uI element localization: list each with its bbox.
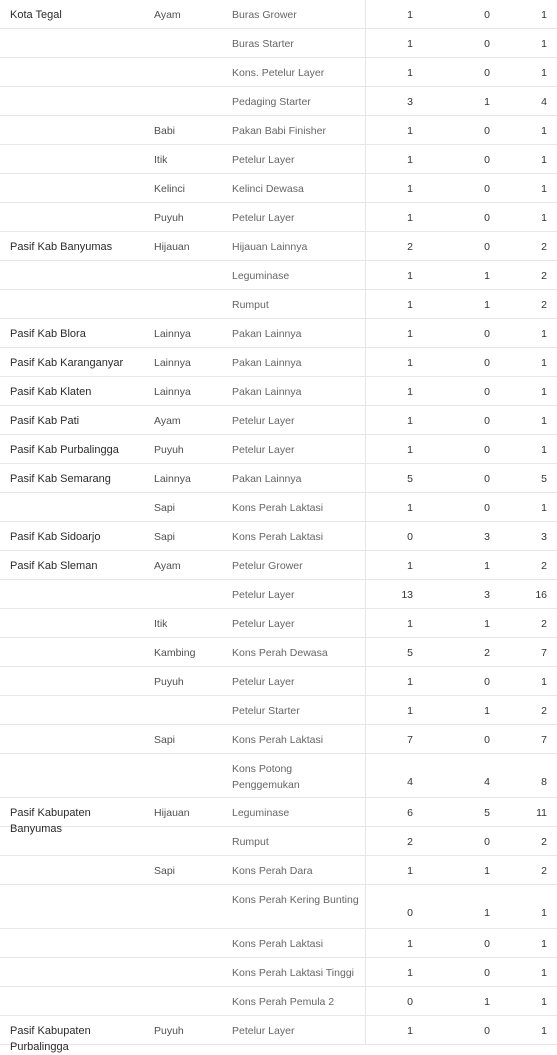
feed-cell: Petelur Starter	[226, 696, 366, 724]
count-cell: 1	[407, 356, 413, 369]
count-cell: 1	[407, 153, 413, 166]
feed-cell: Petelur Layer	[226, 203, 366, 231]
animal-cell: Ayam	[154, 9, 181, 21]
region-cell	[0, 58, 146, 65]
count-cell: 1	[407, 298, 413, 311]
total-cell: 3	[541, 530, 547, 543]
feed-cell: Kons Perah Kering Bunting	[226, 885, 366, 928]
total-cell: 1	[541, 124, 547, 137]
table-row	[0, 174, 557, 203]
animal-cell	[146, 885, 226, 892]
total-cell: 1	[541, 66, 547, 79]
table-row	[0, 145, 557, 174]
total-cell: 7	[541, 733, 547, 746]
count-cell: 0	[484, 443, 490, 456]
total-cell: 8	[541, 776, 547, 788]
count-cell: 1	[407, 66, 413, 79]
table-row	[0, 406, 557, 435]
feed-cell: Petelur Layer	[226, 145, 366, 173]
total-cell: 1	[541, 501, 547, 514]
count-cell: 1	[484, 95, 490, 108]
count-cell: 1	[407, 559, 413, 572]
count-cell: 2	[407, 240, 413, 253]
count-cell: 1	[407, 385, 413, 398]
total-cell: 5	[541, 472, 547, 485]
table-row	[0, 58, 557, 87]
count-cell: 1	[407, 269, 413, 282]
table-row	[0, 116, 557, 145]
table-row	[0, 348, 557, 377]
feed-cell: Pakan Lainnya	[226, 348, 366, 376]
count-cell: 1	[484, 907, 490, 919]
feed-cell: Petelur Layer	[226, 609, 366, 637]
feed-cell: Buras Grower	[226, 0, 366, 28]
total-cell: 7	[541, 646, 547, 659]
animal-cell: Babi	[154, 125, 176, 137]
feed-cell: Petelur Layer	[226, 1016, 366, 1044]
count-cell: 1	[407, 937, 413, 950]
table-row	[0, 929, 557, 958]
table-row	[0, 1016, 557, 1053]
region-cell	[0, 580, 146, 587]
animal-cell: Puyuh	[154, 1025, 184, 1037]
region-cell	[0, 667, 146, 674]
count-cell: 0	[484, 937, 490, 950]
count-cell: 0	[484, 385, 490, 398]
table-row	[0, 464, 557, 493]
region-cell: Pasif Kabupaten Banyumas	[10, 807, 91, 835]
feed-cell: Leguminase	[226, 798, 366, 826]
count-cell: 0	[484, 153, 490, 166]
feed-cell: Kons Perah Pemula 2	[226, 987, 366, 1015]
count-cell: 6	[407, 806, 413, 819]
count-cell: 0	[407, 995, 413, 1008]
region-cell	[0, 987, 146, 994]
count-cell: 1	[484, 617, 490, 630]
animal-cell	[146, 580, 226, 587]
total-cell: 11	[536, 806, 547, 819]
table-row	[0, 667, 557, 696]
total-cell: 1	[541, 356, 547, 369]
feed-cell: Kons. Petelur Layer	[226, 58, 366, 86]
total-cell: 1	[541, 995, 547, 1008]
count-cell: 3	[407, 95, 413, 108]
total-cell: 1	[541, 37, 547, 50]
table-row	[0, 609, 557, 638]
count-cell: 1	[407, 211, 413, 224]
region-cell	[0, 29, 146, 36]
animal-cell: Puyuh	[154, 212, 184, 224]
region-cell: Pasif Kab Pati	[10, 415, 80, 427]
animal-cell: Hijauan	[154, 807, 190, 819]
feed-cell: Kons Perah Laktasi	[226, 522, 366, 550]
total-cell: 1	[541, 385, 547, 398]
feed-cell: Kons Perah Dewasa	[226, 638, 366, 666]
feed-cell: Rumput	[226, 290, 366, 318]
animal-cell	[146, 958, 226, 965]
region-cell	[0, 696, 146, 703]
count-cell: 0	[484, 182, 490, 195]
region-cell	[0, 609, 146, 616]
count-cell: 1	[407, 37, 413, 50]
count-cell: 1	[484, 559, 490, 572]
animal-cell	[146, 87, 226, 94]
animal-cell	[146, 754, 226, 761]
region-cell	[0, 754, 146, 761]
total-cell: 1	[541, 414, 547, 427]
total-cell: 2	[541, 617, 547, 630]
feed-cell: Pakan Lainnya	[226, 377, 366, 405]
count-cell: 0	[484, 835, 490, 848]
region-cell	[0, 827, 146, 834]
total-cell: 1	[541, 443, 547, 456]
total-cell: 2	[541, 269, 547, 282]
feed-cell: Kons Perah Dara	[226, 856, 366, 884]
total-cell: 2	[541, 835, 547, 848]
count-cell: 2	[484, 646, 490, 659]
region-cell	[0, 203, 146, 210]
count-cell: 1	[407, 182, 413, 195]
count-cell: 1	[407, 864, 413, 877]
total-cell: 1	[541, 8, 547, 21]
feed-cell: Kons Perah Laktasi	[226, 725, 366, 753]
total-cell: 2	[541, 864, 547, 877]
animal-cell: Kelinci	[154, 183, 185, 195]
animal-cell: Itik	[154, 154, 168, 166]
animal-cell: Lainnya	[154, 357, 191, 369]
total-cell: 1	[541, 327, 547, 340]
animal-cell	[146, 987, 226, 994]
count-cell: 0	[484, 211, 490, 224]
count-cell: 4	[484, 776, 490, 788]
count-cell: 5	[484, 806, 490, 819]
table-row	[0, 493, 557, 522]
region-cell	[0, 958, 146, 965]
count-cell: 4	[407, 776, 413, 788]
count-cell: 0	[484, 966, 490, 979]
total-cell: 2	[541, 240, 547, 253]
feed-cell: Pakan Lainnya	[226, 464, 366, 492]
total-cell: 2	[541, 559, 547, 572]
table-row	[0, 319, 557, 348]
count-cell: 1	[407, 1024, 413, 1037]
feed-cell: Pedaging Starter	[226, 87, 366, 115]
count-cell: 1	[407, 327, 413, 340]
animal-cell: Hijauan	[154, 241, 190, 253]
table-row	[0, 856, 557, 885]
animal-cell: Itik	[154, 618, 168, 630]
animal-cell: Kambing	[154, 647, 196, 659]
feed-cell: Petelur Layer	[226, 580, 366, 608]
animal-cell	[146, 929, 226, 936]
feed-cell: Petelur Layer	[226, 406, 366, 434]
count-cell: 1	[484, 704, 490, 717]
region-cell: Pasif Kab Sidoarjo	[10, 531, 101, 543]
feed-cell: Pakan Lainnya	[226, 319, 366, 347]
region-cell	[0, 856, 146, 863]
count-cell: 1	[407, 8, 413, 21]
region-cell: Pasif Kab Blora	[10, 328, 86, 340]
count-cell: 0	[484, 414, 490, 427]
table-row	[0, 435, 557, 464]
animal-cell	[146, 261, 226, 268]
feed-cell: Kons Potong Penggemukan	[226, 754, 366, 797]
feed-cell: Hijauan Lainnya	[226, 232, 366, 260]
total-cell: 2	[541, 704, 547, 717]
table-row	[0, 232, 557, 261]
region-cell	[0, 725, 146, 732]
count-cell: 0	[484, 472, 490, 485]
feed-cell: Buras Starter	[226, 29, 366, 57]
count-cell: 1	[407, 966, 413, 979]
count-cell: 1	[407, 414, 413, 427]
table-row	[0, 754, 557, 798]
table-row	[0, 827, 557, 856]
region-cell	[0, 638, 146, 645]
table-row	[0, 0, 557, 29]
region-cell	[0, 145, 146, 152]
table-row	[0, 522, 557, 551]
table-row	[0, 725, 557, 754]
count-cell: 0	[484, 240, 490, 253]
table-row	[0, 987, 557, 1016]
table-row	[0, 580, 557, 609]
animal-cell: Ayam	[154, 415, 181, 427]
region-cell	[0, 493, 146, 500]
region-cell	[0, 174, 146, 181]
table-row	[0, 261, 557, 290]
animal-cell	[146, 827, 226, 834]
region-cell: Pasif Kab Klaten	[10, 386, 92, 398]
count-cell: 1	[407, 675, 413, 688]
animal-cell: Sapi	[154, 531, 176, 543]
region-cell	[0, 290, 146, 297]
count-cell: 0	[484, 501, 490, 514]
count-cell: 0	[484, 327, 490, 340]
total-cell: 4	[541, 95, 547, 108]
animal-cell: Lainnya	[154, 386, 191, 398]
count-cell: 1	[407, 704, 413, 717]
table-row	[0, 290, 557, 319]
count-cell: 2	[407, 835, 413, 848]
count-cell: 0	[484, 66, 490, 79]
feed-cell: Kons Perah Laktasi	[226, 493, 366, 521]
table-row	[0, 203, 557, 232]
region-cell	[0, 87, 146, 94]
count-cell: 0	[484, 1024, 490, 1037]
table-row	[0, 638, 557, 667]
region-cell: Pasif Kab Sleman	[10, 560, 98, 572]
animal-cell: Sapi	[154, 502, 176, 514]
total-cell: 1	[541, 937, 547, 950]
region-cell	[0, 885, 146, 892]
total-cell: 2	[541, 298, 547, 311]
count-cell: 0	[484, 733, 490, 746]
count-cell: 3	[484, 588, 490, 601]
table-row	[0, 377, 557, 406]
total-cell: 1	[541, 211, 547, 224]
animal-cell: Puyuh	[154, 444, 184, 456]
feed-cell: Petelur Layer	[226, 667, 366, 695]
total-cell: 1	[541, 1024, 547, 1037]
feed-cell: Kelinci Dewasa	[226, 174, 366, 202]
count-cell: 5	[407, 646, 413, 659]
region-cell: Pasif Kabupaten Purbalingga	[10, 1025, 91, 1053]
total-cell: 1	[541, 153, 547, 166]
animal-cell	[146, 696, 226, 703]
region-cell: Pasif Kab Banyumas	[10, 241, 113, 253]
count-cell: 1	[407, 443, 413, 456]
animal-cell: Lainnya	[154, 328, 191, 340]
count-cell: 0	[484, 37, 490, 50]
count-cell: 13	[401, 588, 413, 601]
count-cell: 3	[484, 530, 490, 543]
count-cell: 1	[407, 124, 413, 137]
total-cell: 1	[541, 907, 547, 919]
count-cell: 1	[484, 864, 490, 877]
table-row	[0, 958, 557, 987]
count-cell: 1	[407, 617, 413, 630]
count-cell: 1	[407, 501, 413, 514]
count-cell: 0	[407, 907, 413, 919]
animal-cell: Sapi	[154, 734, 176, 746]
count-cell: 7	[407, 733, 413, 746]
count-cell: 5	[407, 472, 413, 485]
count-cell: 1	[484, 995, 490, 1008]
feed-cell: Kons Perah Laktasi	[226, 929, 366, 957]
total-cell: 1	[541, 966, 547, 979]
count-cell: 1	[484, 269, 490, 282]
region-cell: Pasif Kab Semarang	[10, 473, 111, 485]
count-cell: 0	[484, 8, 490, 21]
table-row	[0, 551, 557, 580]
feed-cell: Leguminase	[226, 261, 366, 289]
feed-cell: Kons Perah Laktasi Tinggi	[226, 958, 366, 986]
table-row	[0, 696, 557, 725]
animal-cell	[146, 29, 226, 36]
feed-cell: Petelur Layer	[226, 435, 366, 463]
table-row	[0, 885, 557, 929]
animal-cell: Lainnya	[154, 473, 191, 485]
count-cell: 0	[484, 124, 490, 137]
feed-cell: Rumput	[226, 827, 366, 855]
total-cell: 1	[541, 675, 547, 688]
table-row	[0, 87, 557, 116]
feed-cell: Petelur Grower	[226, 551, 366, 579]
total-cell: 16	[535, 588, 547, 601]
animal-cell: Sapi	[154, 865, 176, 877]
table-row	[0, 29, 557, 58]
region-cell	[0, 929, 146, 936]
region-cell: Pasif Kab Purbalingga	[10, 444, 119, 456]
region-cell	[0, 116, 146, 123]
animal-cell: Ayam	[154, 560, 181, 572]
total-cell: 1	[541, 182, 547, 195]
count-cell: 1	[484, 298, 490, 311]
feed-cell: Pakan Babi Finisher	[226, 116, 366, 144]
count-cell: 0	[484, 356, 490, 369]
count-cell: 0	[407, 530, 413, 543]
region-cell: Kota Tegal	[10, 9, 62, 21]
animal-cell: Puyuh	[154, 676, 184, 688]
animal-cell	[146, 290, 226, 297]
table-row	[0, 798, 557, 835]
animal-cell	[146, 58, 226, 65]
region-cell	[0, 261, 146, 268]
count-cell: 0	[484, 675, 490, 688]
region-cell: Pasif Kab Karanganyar	[10, 357, 124, 369]
